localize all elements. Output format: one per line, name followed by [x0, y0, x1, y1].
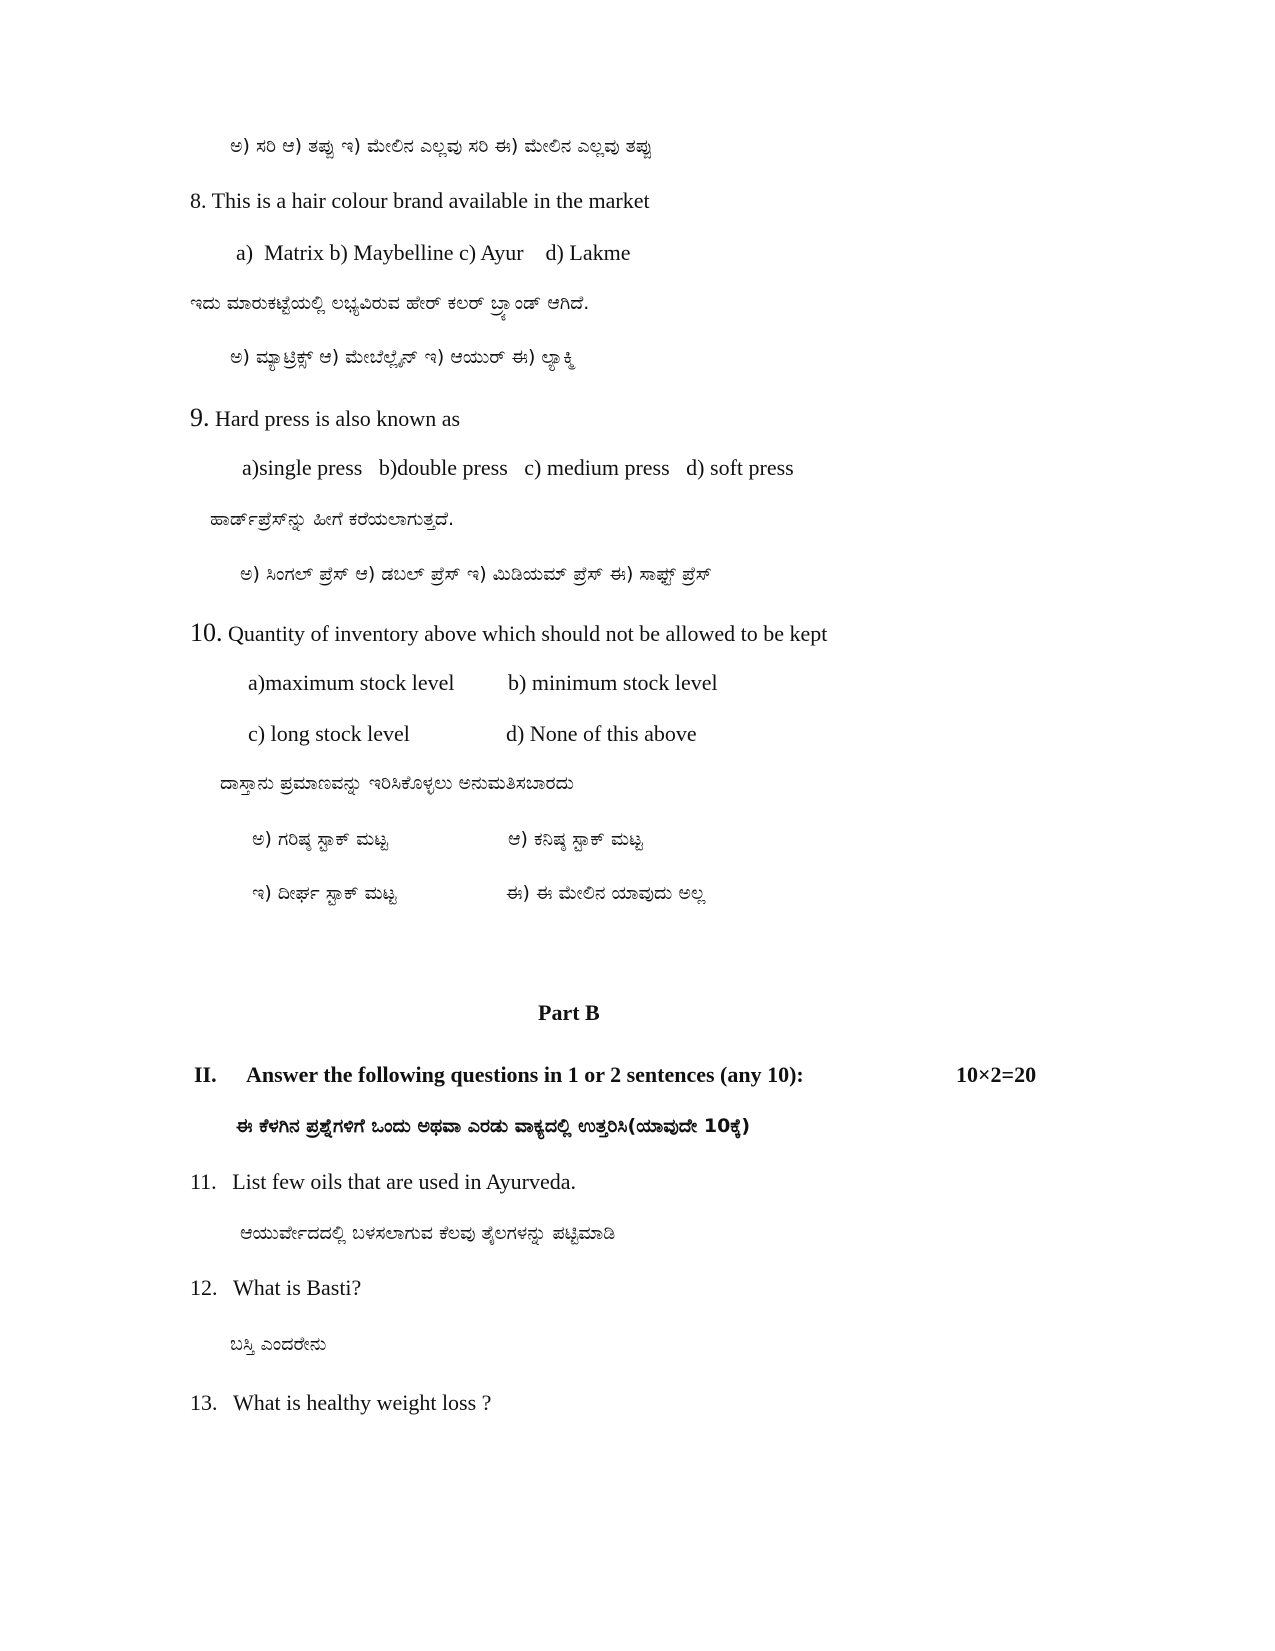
q10-option-b-kannada: ಆ) ಕನಿಷ್ಠ ಸ್ಟಾಕ್ ಮಟ್ಟ: [508, 828, 643, 850]
q7-options-kannada: ಅ) ಸರಿ ಆ) ತಪ್ಪು ಇ) ಮೇಲಿನ ಎಲ್ಲವು ಸರಿ ಈ) ಮೇಲಿನ ಎಲ್ಲವು ತಪ್ಪು: [230, 135, 653, 157]
q8-options-kannada: ಅ) ಮ್ಯಾಟ್ರಿಕ್ಸ್ ಆ) ಮೇಬೆಲ್ಲೈನ್ ಇ) ಆಯುರ್ ಈ) ಲ್ಯಾಕ್ಮಿ: [230, 346, 575, 368]
q11-question-kannada: ಆಯುರ್ವೇದದಲ್ಲಿ ಬಳಸಲಾಗುವ ಕೆಲವು ತೈಲಗಳನ್ನು ಪಟ್ಟಿಮಾಡಿ: [240, 1222, 616, 1244]
question-text: What is healthy weight loss ?: [233, 1390, 492, 1415]
question-text: List few oils that are used in Ayurveda.: [232, 1169, 576, 1194]
q10-question-kannada: ದಾಸ್ತಾನು ಪ್ರಮಾಣವನ್ನು ಇರಿಸಿಕೊಳ್ಳಲು ಅನುಮತಿಸಬಾರದು: [220, 772, 574, 794]
q9-options-kannada: ಅ) ಸಿಂಗಲ್ ಪ್ರೆಸ್ ಆ) ಡಬಲ್ ಪ್ರೆಸ್ ಇ) ಮಿಡಿಯಮ್ ಪ್ರೆಸ್ ಈ) ಸಾಫ್ಟ್ ಪ್ರೆಸ್: [240, 563, 712, 585]
q10-option-b: b) minimum stock level: [508, 670, 718, 695]
question-8: [190, 188, 650, 214]
question-number: 13.: [190, 1390, 218, 1415]
question-12: [190, 1275, 361, 1301]
q10-option-d: d) None of this above: [506, 721, 697, 746]
part-b-title: Part B: [538, 1000, 600, 1025]
q8-question-kannada: ಇದು ಮಾರುಕಟ್ಟೆಯಲ್ಲಿ ಲಭ್ಯವಿರುವ ಹೇರ್ ಕಲರ್ ಬ್ರ್ಯಾಂಡ್ ಆಗಿದೆ.: [190, 292, 590, 314]
section-number: II.: [194, 1062, 217, 1087]
q10-option-a-kannada: ಅ) ಗರಿಷ್ಠ ಸ್ಟಾಕ್ ಮಟ್ಟ: [252, 828, 388, 850]
q9-options: a)single press b)double press c) medium press d) soft press: [242, 455, 794, 480]
q9-question-kannada: ಹಾರ್ಡ್‌ಪ್ರೆಸ್‌ನ್ನು ಹೀಗೆ ಕರೆಯಲಾಗುತ್ತದೆ.: [210, 508, 455, 530]
q8-options: a) Matrix b) Maybelline c) Ayur d) Lakme: [236, 240, 631, 265]
question-11: [190, 1169, 576, 1195]
section-instruction: Answer the following questions in 1 or 2 sentences (any 10):: [246, 1062, 804, 1087]
question-text: Hard press is also known as: [215, 406, 461, 431]
question-number: 11.: [190, 1169, 217, 1194]
q10-option-a: a)maximum stock level: [248, 670, 455, 695]
q10-option-c-kannada: ಇ) ದೀರ್ಘ ಸ್ಟಾಕ್ ಮಟ್ಟ: [252, 882, 397, 904]
question-number: 10.: [190, 618, 223, 647]
question-text: What is Basti?: [233, 1275, 362, 1300]
question-text: This is a hair colour brand available in the market: [211, 188, 650, 213]
section-instruction-kannada: ಈ ಕೆಳಗಿನ ಪ್ರಶ್ನೆಗಳಿಗೆ ಒಂದು ಅಥವಾ ಎರಡು ವಾಕ್ಯದಲ್ಲಿ ಉತ್ತರಿಸಿ(ಯಾವುದೇ 10ಕ್ಕೆ): [236, 1115, 751, 1137]
q12-question-kannada: ಬಸ್ತಿ ಎಂದರೇನು: [230, 1333, 327, 1355]
section-marks: 10×2=20: [956, 1062, 1037, 1087]
q10-option-c: c) long stock level: [248, 721, 410, 746]
question-13: [190, 1390, 491, 1416]
q10-option-d-kannada: ಈ) ಈ ಮೇಲಿನ ಯಾವುದು ಅಲ್ಲ: [506, 882, 706, 904]
question-number: 8.: [190, 188, 207, 213]
question-text: Quantity of inventory above which should not be allowed to be kept: [228, 621, 828, 646]
question-number: 9.: [190, 403, 210, 432]
question-9: [190, 402, 460, 433]
question-number: 12.: [190, 1275, 218, 1300]
question-10: [190, 617, 827, 648]
